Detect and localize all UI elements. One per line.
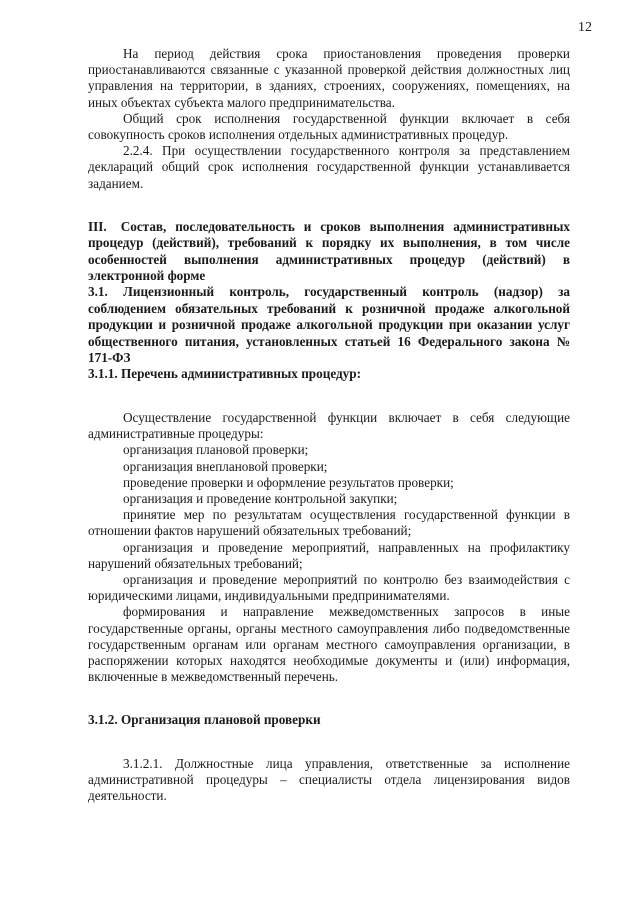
procedure-item: организация внеплановой проверки;: [123, 458, 328, 474]
procedure-item: организация и проведение контрольной закупки;: [123, 490, 398, 506]
paragraph-total-term: Общий срок исполнения государственной функции включает в себя совокупность сроков исполнения отдельных административных процедур.: [88, 110, 570, 143]
page-number: 12: [578, 20, 592, 35]
procedure-item: проведение проверки и оформление результатов проверки;: [123, 474, 454, 490]
section-number: III.: [88, 218, 107, 234]
subsection-3-1-1-heading: 3.1.1. Перечень административных процедур:: [88, 366, 361, 382]
subsection-3-1-heading: 3.1. Лицензионный контроль, государственный контроль (надзор) за соблюдением обязательных требований к розничной продаже алкогольной продукции и розничной продаже алкогольной продукции при оказании услуг общественного питания, установленных статьей 16 Федерального закона № 171-ФЗ: [88, 284, 570, 366]
section-title: Состав, последовательность и сроков выполнения административных процедур (действий), требований к порядку их выполнения, в том числе особенностей выполнения административных процедур (действий) в электронной форме: [88, 218, 570, 284]
paragraph-suspension: На период действия срока приостановления проведения проверки приостанавливаются связанные с указанной проверкой действия должностных лиц управления на территории, в зданиях, строениях, сооружениях, помещениях, на иных объектах субъекта малого предпринимательства.: [88, 46, 570, 110]
procedure-item: принятие мер по результатам осуществления государственной функции в отношении фактов нарушений обязательных требований;: [88, 507, 570, 539]
procedures-intro: Осуществление государственной функции включает в себя следующие административные процедуры:: [88, 409, 570, 442]
paragraph-3-1-2-1: 3.1.2.1. Должностные лица управления, ответственные за исполнение административной процедуры – специалисты отдела лицензирования видов деятельности.: [88, 755, 570, 804]
procedure-item: организация плановой проверки;: [123, 442, 309, 458]
procedure-item: организация и проведение мероприятий по контролю без взаимодействия с юридическими лицами, индивидуальными предпринимателями.: [88, 571, 570, 604]
paragraph-2-2-4: 2.2.4. При осуществлении государственного контроля за представлением деклараций общий срок исполнения государственной функции устанавливается заданием.: [88, 143, 570, 191]
section-heading: [88, 219, 570, 285]
procedure-item: формирования и направление межведомственных запросов в иные государственные органы, органы местного самоуправления либо подведомственные государственным органам или органам местного самоуправления организации, в распоряжении которых находятся необходимые документы и (или) информация, включенные в межведомственный перечень.: [88, 604, 570, 685]
subsection-3-1-2-heading: 3.1.2. Организация плановой проверки: [88, 712, 321, 728]
procedure-item: организация и проведение мероприятий, направленных на профилактику нарушений обязательных требований;: [88, 539, 570, 571]
document-body: [88, 46, 570, 804]
